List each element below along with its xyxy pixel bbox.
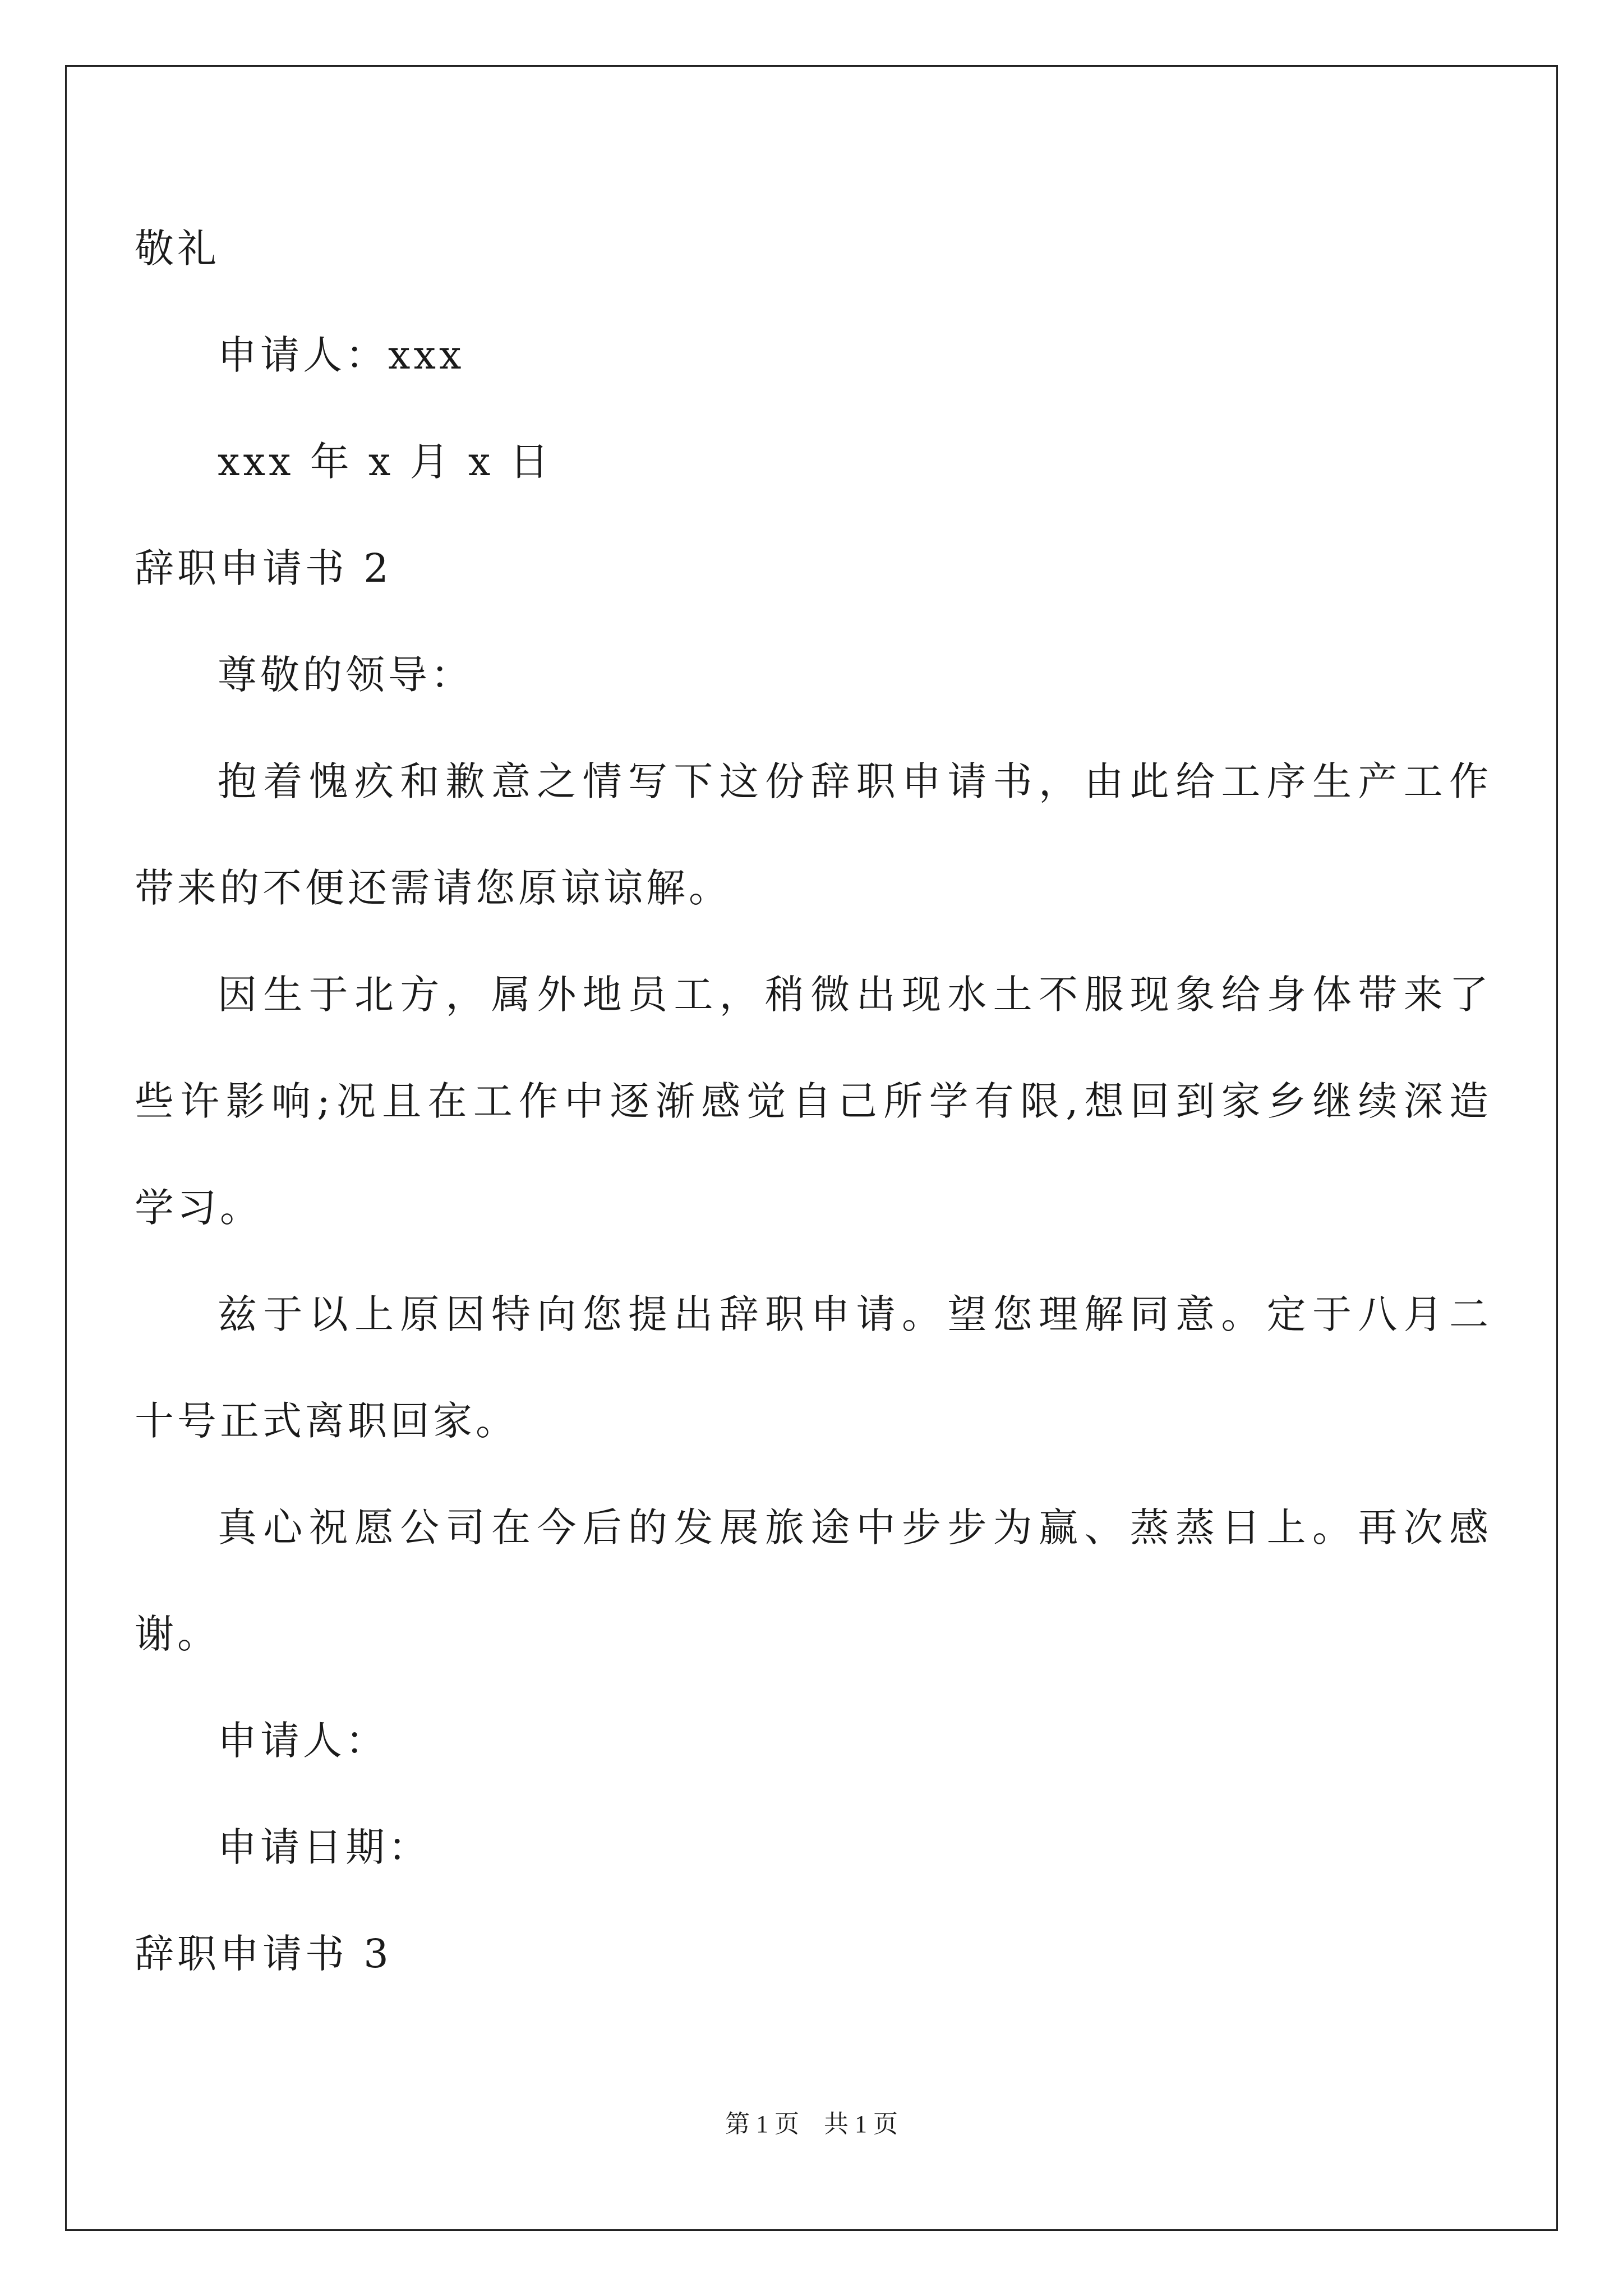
- paragraph-2-line-1: 因生于北方，属外地员工，稍微出现水土不服现象给身体带来了: [218, 972, 1488, 1018]
- page-number: 第 1 页 共 1 页: [725, 2110, 898, 2138]
- paragraph-2-line-3: 学习。: [135, 1185, 262, 1231]
- greeting: 尊敬的领导：: [218, 652, 473, 698]
- paragraph-1-line-1: 抱着愧疚和歉意之情写下这份辞职申请书，由此给工序生产工作: [218, 758, 1488, 804]
- paragraph-3-line-2: 十号正式离职回家。: [135, 1398, 518, 1444]
- date-line: xxx 年 x 月 x 日: [218, 439, 552, 485]
- paragraph-3-line-1: 兹于以上原因特向您提出辞职申请。望您理解同意。定于八月二: [218, 1291, 1488, 1337]
- paragraph-2-line-2: 些许影响;况且在工作中逐渐感觉自己所学有限,想回到家乡继续深造: [135, 1078, 1488, 1124]
- paragraph-4-line-1: 真心祝愿公司在今后的发展旅途中步步为赢、蒸蒸日上。再次感: [218, 1504, 1488, 1550]
- section-title-3: 辞职申请书 3: [135, 1931, 392, 1977]
- applicant-line: 申请人：xxx: [218, 332, 465, 378]
- section-title-2: 辞职申请书 2: [135, 545, 392, 591]
- paragraph-4-line-2: 谢。: [135, 1611, 220, 1657]
- applicant-signature-label: 申请人：: [218, 1718, 388, 1764]
- closing-salutation: 敬礼: [135, 226, 220, 272]
- application-date-label: 申请日期：: [218, 1824, 431, 1870]
- paragraph-1-line-2: 带来的不便还需请您原谅谅解。: [135, 865, 731, 911]
- page-border: [65, 65, 1558, 2231]
